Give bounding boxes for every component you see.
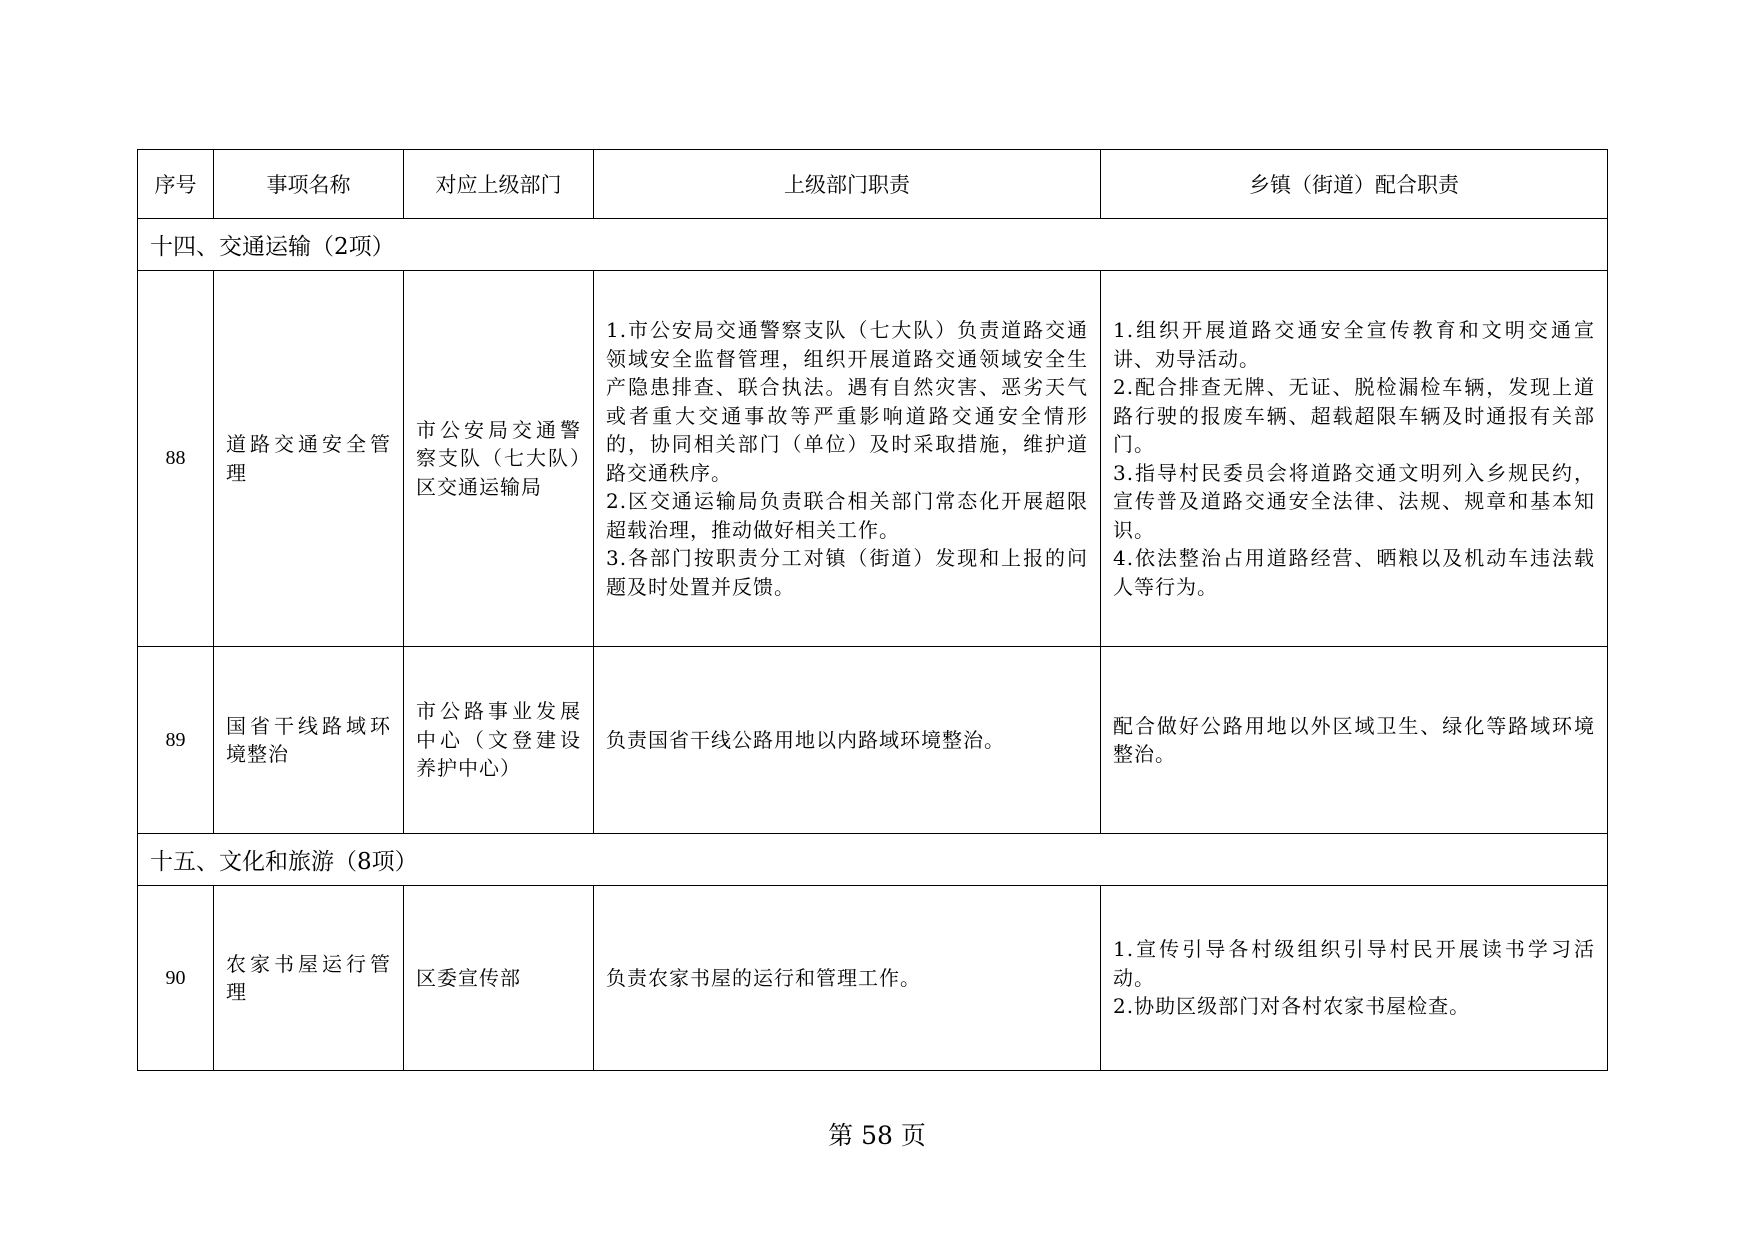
coop-paragraph: 2.配合排查无牌、无证、脱检漏检车辆，发现上道路行驶的报废车辆、超载超限车辆及时通报有关部门。 [1113,375,1595,456]
coop-paragraph: 1.宣传引导各村级组织引导村民开展读书学习活动。 [1113,937,1595,990]
upper-dept: 市公路事业发展中心（文登建设养护中心） [404,647,594,834]
row-number: 90 [138,886,214,1071]
duty-paragraph: 1.市公安局交通警察支队（七大队）负责道路交通领域安全监督管理，组织开展道路交通领域安全生产隐患排查、联合执法。遇有自然灾害、恶劣天气或者重大交通事故等严重影响道路交通安全情形的，协同相关部门（单位）及时采取措施，维护道路交通秩序。 [606,318,1088,485]
item-name: 国省干线路域环境整治 [214,647,404,834]
coop-paragraph: 1.组织开展道路交通安全宣传教育和文明交通宣讲、劝导活动。 [1113,318,1595,371]
header-town-duties: 乡镇（街道）配合职责 [1101,150,1608,219]
upper-duties [594,647,1101,834]
section-row [138,219,1608,271]
coop-paragraph: 4.依法整治占用道路经营、晒粮以及机动车违法载人等行为。 [1113,546,1595,599]
upper-duties [594,886,1101,1071]
header-upper-dept: 对应上级部门 [404,150,594,219]
town-duties [1101,886,1608,1071]
item-name: 道路交通安全管理 [214,271,404,647]
header-upper-duties: 上级部门职责 [594,150,1101,219]
town-duties [1101,647,1608,834]
row-number: 88 [138,271,214,647]
row-number: 89 [138,647,214,834]
duty-paragraph: 负责国省干线公路用地以内路域环境整治。 [606,727,1005,752]
header-item-name: 事项名称 [214,150,404,219]
section-title: 十五、文化和旅游（8项） [138,834,1608,886]
section-row [138,834,1608,886]
table-row [138,647,1608,834]
duty-paragraph: 负责农家书屋的运行和管理工作。 [606,965,921,990]
section-title: 十四、交通运输（2项） [138,219,1608,271]
upper-dept: 市公安局交通警察支队（七大队）区交通运输局 [404,271,594,647]
duty-paragraph: 2.区交通运输局负责联合相关部门常态化开展超限超载治理，推动做好相关工作。 [606,489,1088,542]
table-row [138,271,1608,647]
header-seq: 序号 [138,150,214,219]
page-number: 第 58 页 [828,1121,926,1150]
item-name: 农家书屋运行管理 [214,886,404,1071]
upper-duties [594,271,1101,647]
coop-paragraph: 2.协助区级部门对各村农家书屋检查。 [1113,994,1471,1019]
duty-paragraph: 3.各部门按职责分工对镇（街道）发现和上报的问题及时处置并反馈。 [606,546,1088,599]
upper-dept: 区委宣传部 [404,886,594,1071]
town-duties [1101,271,1608,647]
table-row [138,886,1608,1071]
duty-table [137,149,1608,1071]
table-header-row [138,150,1608,219]
coop-paragraph: 3.指导村民委员会将道路交通文明列入乡规民约，宣传普及道路交通安全法律、法规、规章和基本知识。 [1113,460,1595,542]
coop-paragraph: 配合做好公路用地以外区域卫生、绿化等路域环境整治。 [1113,713,1595,766]
